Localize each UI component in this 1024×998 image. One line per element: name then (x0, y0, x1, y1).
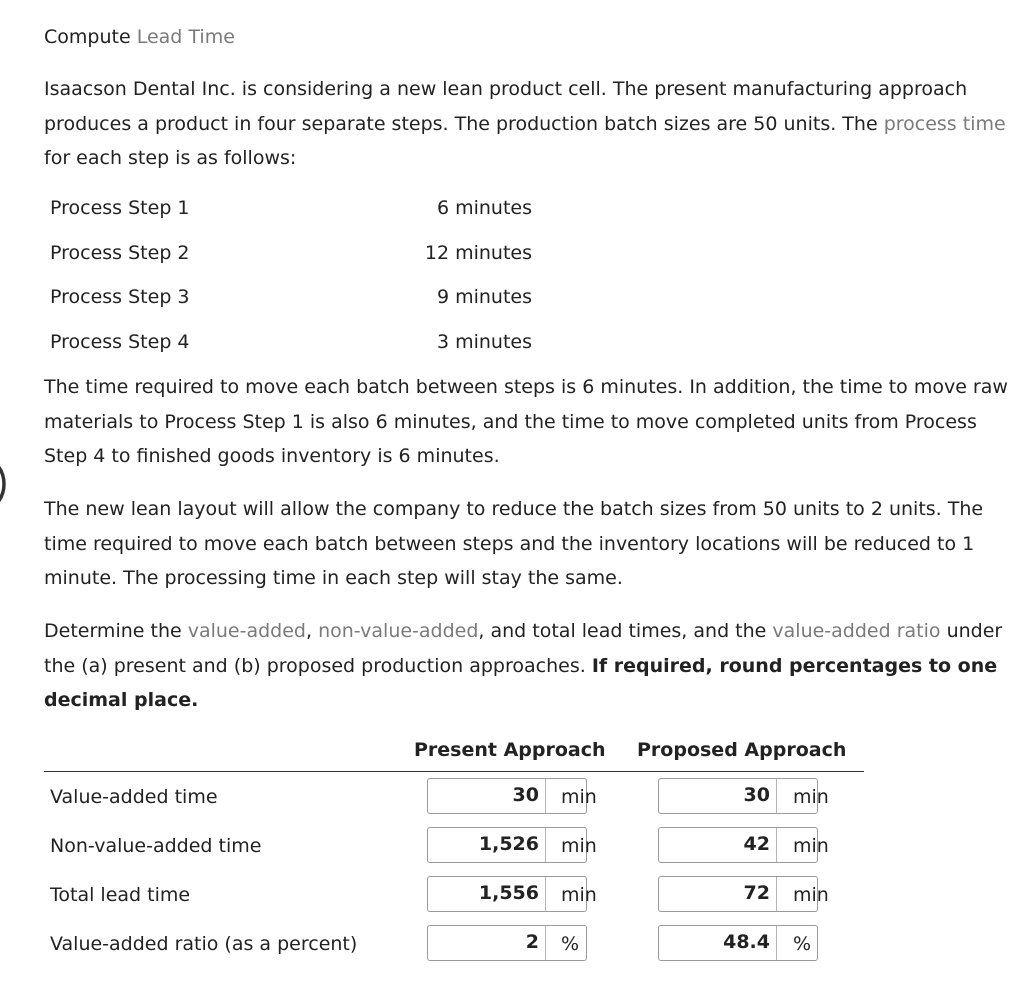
lead-time-link[interactable]: Lead Time (136, 26, 235, 48)
unit-label: min (561, 884, 597, 906)
instructions-paragraph (44, 614, 1014, 718)
process-step-row (50, 326, 540, 371)
rounding-instruction: If required, round percentages to one decimal place. (44, 654, 998, 711)
process-step-row (50, 281, 540, 326)
process-step-label: Process Step 3 (50, 286, 190, 308)
chevron-right-icon[interactable] (0, 448, 30, 520)
value-added-ratio-link[interactable]: value-added ratio (772, 620, 941, 642)
instructions-separator: , (306, 620, 319, 642)
process-step-time: 3 minutes (436, 330, 532, 353)
move-time-paragraph: The time required to move each batch between steps is 6 minutes. In addition, the time to move raw materials to Process Step 1 is also 6 minutes, and the time to move completed units from Process Step 4 to finished goods inventory is 6 minutes. (44, 376, 1008, 467)
row-label: Total lead time (50, 884, 191, 906)
value-added-link[interactable]: value-added (187, 620, 306, 642)
input-divider (776, 828, 777, 862)
answer-row-non-value-added (44, 827, 864, 867)
answer-value: 48.4 (723, 931, 770, 953)
lean-layout-paragraph: The new lean layout will allow the company to reduce the batch sizes from 50 units to 2 units. The time required to move each batch between steps and the inventory locations will be reduced to 1 minute. The processing time in each step will stay the same. (44, 498, 984, 589)
input-divider (545, 926, 546, 960)
process-step-time: 6 minutes (436, 197, 532, 219)
input-divider (545, 828, 546, 862)
input-divider (776, 779, 777, 813)
answer-value: 1,556 (478, 882, 539, 904)
answer-value: 2 (525, 931, 539, 953)
unit-label: % (793, 933, 812, 955)
title-prefix: Compute (44, 26, 131, 48)
process-step-time: 12 minutes (424, 241, 532, 264)
process-step-time: 9 minutes (436, 286, 532, 308)
problem-title (44, 25, 235, 49)
answer-row-value-added (44, 778, 864, 818)
unit-label: min (793, 884, 829, 906)
instructions-text-end: under the (a) present and (b) proposed production approaches. (44, 620, 1003, 677)
row-label: Non-value-added time (50, 835, 262, 857)
input-divider (545, 779, 546, 813)
instructions-text: Determine the (44, 620, 188, 642)
process-step-label: Process Step 4 (50, 330, 190, 353)
non-value-added-link[interactable]: non-value-added (318, 620, 479, 642)
input-divider (776, 877, 777, 911)
unit-label: min (561, 835, 597, 857)
process-steps-table (50, 192, 540, 370)
answer-value: 30 (743, 784, 770, 806)
unit-label: % (561, 933, 580, 955)
input-divider (545, 877, 546, 911)
answer-value: 1,526 (478, 833, 539, 855)
present-approach-header: Present Approach (414, 739, 606, 761)
input-divider (776, 926, 777, 960)
process-step-label: Process Step 2 (50, 241, 190, 264)
instructions-text-mid: , and total lead times, and the (478, 620, 773, 642)
answer-row-total-lead-time (44, 876, 864, 916)
unit-label: min (793, 786, 829, 808)
intro-text-end: for each step is as follows: (44, 147, 297, 169)
intro-text: Isaacson Dental Inc. is considering a new lean product cell. The present manufacturing approach produces a product in four separate steps. The production batch sizes are 50 units. The (44, 78, 968, 135)
process-time-link[interactable]: process time (883, 112, 1006, 135)
answer-value: 30 (512, 784, 539, 806)
process-step-row (50, 237, 540, 282)
intro-paragraph (44, 72, 1014, 176)
answer-row-value-added-ratio (44, 925, 864, 965)
table-header-divider (44, 771, 864, 772)
answer-value: 42 (743, 833, 770, 855)
row-label: Value-added time (50, 786, 218, 808)
proposed-approach-header: Proposed Approach (637, 739, 847, 761)
process-step-row (50, 192, 540, 237)
process-step-label: Process Step 1 (50, 197, 190, 219)
unit-label: min (561, 786, 597, 808)
row-label: Value-added ratio (as a percent) (50, 933, 358, 955)
unit-label: min (793, 835, 829, 857)
answer-value: 72 (743, 882, 770, 904)
